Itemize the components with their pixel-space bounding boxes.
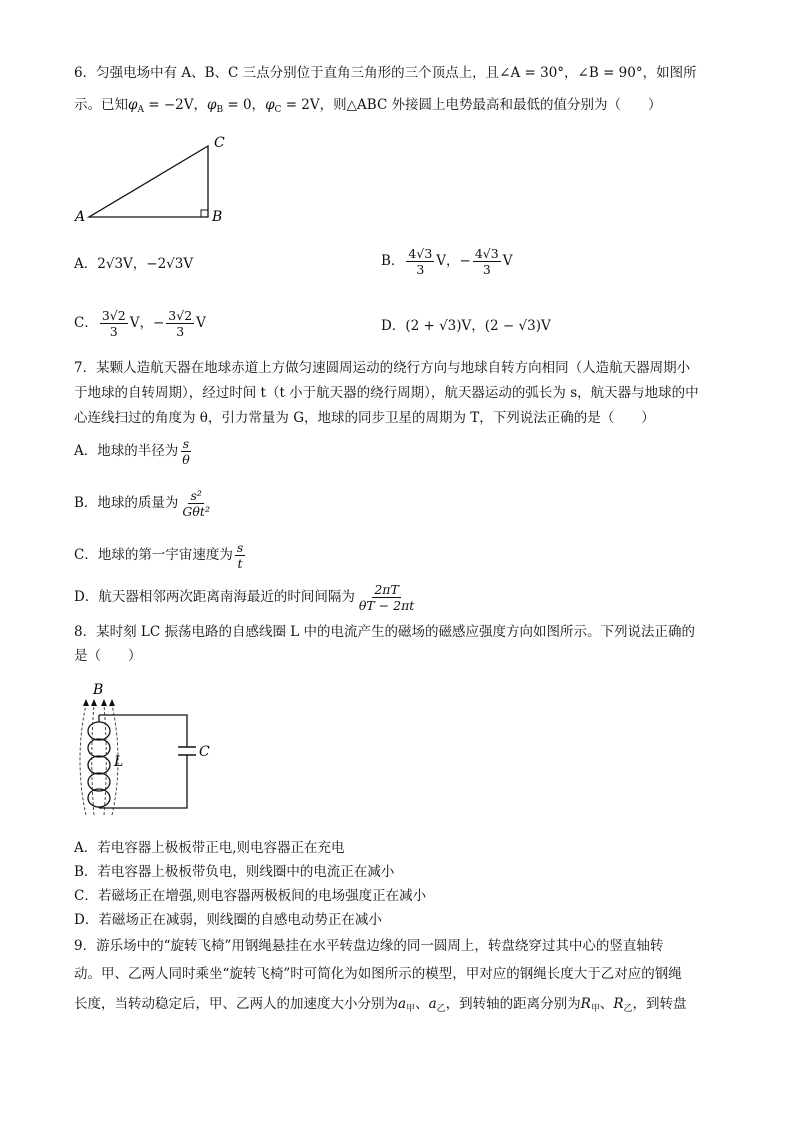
- q9-r-yi-sub: 乙: [623, 1004, 633, 1014]
- q9-r-jia-sub: 甲: [590, 1004, 600, 1014]
- q6-option-b-frac1: [406, 246, 434, 277]
- q7-option-d-frac: [357, 582, 416, 613]
- q9-stem-line1: 9．游乐场中的“旋转飞椅”用钢绳悬挂在水平转盘边缘的同一圆周上，转盘绕穿过其中心的竖直轴转: [74, 938, 664, 954]
- q8-circuit-wire-lower: [99, 755, 187, 808]
- q6-option-c-frac2: [166, 308, 194, 339]
- q6-option-b-end: V: [502, 253, 513, 269]
- q7-option-c: [74, 540, 247, 571]
- q7-option-c-frac: [235, 540, 245, 571]
- q6-label-b: B: [212, 209, 223, 225]
- q7-option-a: [74, 436, 194, 467]
- q8-circuit-wire: [99, 715, 187, 747]
- q6-option-c-label: C．: [74, 315, 98, 331]
- q6-option-c: [74, 308, 206, 339]
- q8-stem-line1: 8．某时刻 LC 振荡电路的自感线圈 L 中的电流产生的磁场的磁感应强度方向如图所示。下列说法正确的: [74, 624, 696, 640]
- q9-stem-line3: [74, 994, 687, 1019]
- q7-option-c-den: t: [237, 556, 243, 571]
- q6-option-a: A．2√3V，−2√3V: [74, 256, 194, 272]
- q6-stem-line2: [74, 95, 662, 120]
- q6-option-b-den1: 3: [416, 262, 425, 277]
- q7-option-d-den: θT − 2πt: [358, 598, 415, 613]
- q8-magnetic-field-lines: [80, 705, 118, 815]
- q6-option-c-mid: V，−: [129, 315, 165, 331]
- q7-option-b-frac: [180, 488, 212, 519]
- q9-sep1: 、: [415, 996, 429, 1012]
- q6-option-c-frac1: [100, 308, 128, 339]
- q8-field-arrowheads: [83, 699, 115, 706]
- q6-phi-b: φ: [207, 97, 217, 113]
- q7-option-b-num: s²: [190, 488, 202, 503]
- q6-label-a: A: [75, 209, 86, 225]
- q6-option-b-num1: 4√3: [408, 246, 433, 261]
- q6-option-c-end: V: [196, 315, 206, 331]
- q6-option-c-num1: 3√2: [101, 308, 126, 323]
- q6-phi-a-value: = −2V，: [143, 97, 207, 113]
- q6-stem-line1: 6．匀强电场中有 A、B、C 三点分别位于直角三角形的三个顶点上，且∠A = 30°，∠B = 90°，如图所: [74, 65, 697, 81]
- q7-option-a-label: A．地球的半径为: [74, 443, 179, 459]
- q9-a-yi-sub: 乙: [436, 1004, 446, 1014]
- q6-phi-a-sub: A: [137, 105, 144, 115]
- q6-option-c-den2: 3: [176, 324, 185, 339]
- q6-triangle: [89, 146, 208, 217]
- q7-option-d-num: 2πT: [374, 582, 399, 597]
- q6-option-b-den2: 3: [482, 262, 491, 277]
- q7-option-a-den: θ: [182, 452, 190, 467]
- q6-option-b-label: B．: [381, 253, 405, 269]
- q9-text-b: ，到转轴的距离分别为: [445, 996, 581, 1012]
- q8-stem-line2: 是（ ）: [74, 648, 142, 664]
- q7-stem-line3: 心连线扫过的角度为 θ，引力常量为 G，地球的同步卫星的周期为 T，下列说法正确的是（ ）: [74, 410, 655, 426]
- q7-option-b-den: Gθt²: [182, 504, 210, 519]
- q6-phi-c-value: = 2V，则△ABC 外接圆上电势最高和最低的值分别为（ ）: [281, 97, 662, 113]
- q6-option-d: D．(2 + √3)V，(2 − √3)V: [381, 318, 551, 334]
- q6-phi-b-value: = 0，: [223, 97, 266, 113]
- q7-option-c-num: s: [236, 540, 244, 555]
- q7-option-c-label: C．地球的第一宇宙速度为: [74, 547, 233, 563]
- q6-text-intro: 示。已知: [74, 97, 128, 113]
- q6-option-b-frac2: [473, 246, 501, 277]
- q7-option-b: [74, 488, 214, 519]
- q9-text-c: ，到转盘: [632, 996, 687, 1012]
- q6-option-b-num2: 4√3: [474, 246, 499, 261]
- q9-a-yi: a: [428, 996, 437, 1012]
- q6-phi-a: φ: [128, 97, 138, 113]
- q6-right-angle-mark: [201, 210, 208, 217]
- q7-stem-line1: 7．某颗人造航天器在地球赤道上方做匀速圆周运动的绕行方向与地球自转方向相同（人造航天器周期小: [74, 360, 691, 376]
- q6-phi-c: φ: [265, 97, 275, 113]
- q9-stem-line2: 动。甲、乙两人同时乘坐“旋转飞椅”时可简化为如图所示的模型，甲对应的钢绳长度大于乙对应的钢绳: [74, 966, 682, 982]
- q8-label-b: B: [93, 682, 104, 698]
- q6-option-c-num2: 3√2: [168, 308, 193, 323]
- q8-option-c: C．若磁场正在增强,则电容器两极板间的电场强度正在减小: [74, 888, 427, 904]
- q6-phi-b-sub: B: [216, 105, 224, 115]
- q8-option-b: B．若电容器上极板带负电，则线圈中的电流正在减小: [74, 864, 395, 880]
- q9-a-jia-sub: 甲: [406, 1004, 416, 1014]
- q7-option-a-frac: [180, 436, 192, 467]
- q9-r-jia: R: [580, 996, 591, 1012]
- q6-option-b-mid: V，−: [436, 253, 471, 269]
- q9-r-yi: R: [613, 996, 624, 1012]
- q6-phi-c-sub: C: [274, 105, 282, 115]
- q8-option-a: A．若电容器上极板带正电,则电容器正在充电: [74, 840, 345, 856]
- q8-label-c: C: [199, 744, 210, 760]
- q6-label-c: C: [214, 135, 225, 151]
- q6-option-b: [381, 246, 512, 277]
- q7-option-b-label: B．地球的质量为: [74, 495, 179, 511]
- q6-option-c-den1: 3: [109, 324, 118, 339]
- q9-sep2: 、: [599, 996, 614, 1012]
- q7-option-d: [74, 582, 418, 613]
- q8-label-l: L: [114, 754, 124, 770]
- q9-a-jia: a: [398, 996, 407, 1012]
- q8-inductor-coil: [88, 715, 110, 808]
- q8-option-d: D．若磁场正在减弱，则线圈的自感电动势正在减小: [74, 912, 382, 928]
- q7-option-a-num: s: [182, 436, 190, 451]
- q9-text-a: 长度，当转动稳定后，甲、乙两人的加速度大小分别为: [74, 996, 398, 1012]
- q7-stem-line2: 于地球的自转周期），经过时间 t（t 小于航天器的绕行周期），航天器运动的弧长为 s，航天器与地球的中: [74, 385, 699, 401]
- q7-option-d-label: D．航天器相邻两次距离南海最近的时间间隔为: [74, 589, 355, 605]
